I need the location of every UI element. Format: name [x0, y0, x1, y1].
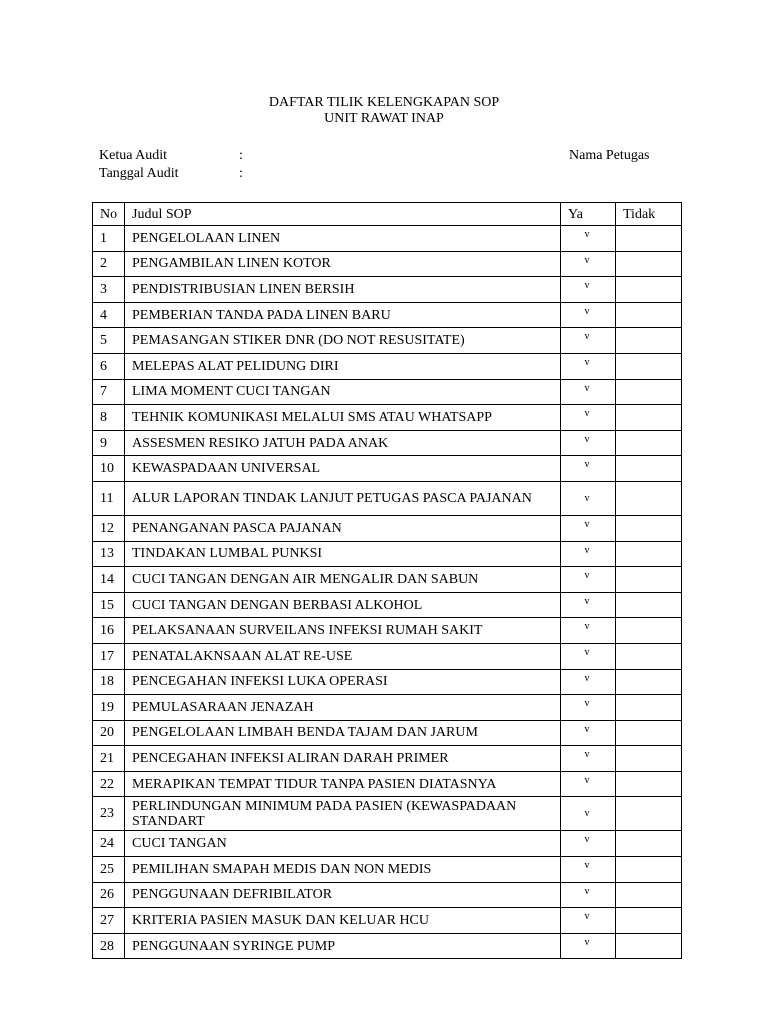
row-ya-check: v	[561, 515, 616, 541]
row-ya-check: v	[561, 746, 616, 772]
table-row	[93, 515, 682, 541]
row-judul-sop: PENCEGAHAN INFEKSI ALIRAN DARAH PRIMER	[125, 746, 561, 772]
nama-petugas-label: Nama Petugas	[569, 148, 650, 163]
row-number: 8	[93, 405, 125, 431]
sop-table-body	[93, 203, 682, 959]
row-ya-check: v	[561, 328, 616, 354]
table-row	[93, 933, 682, 959]
row-judul-sop: ALUR LAPORAN TINDAK LANJUT PETUGAS PASCA PAJANAN	[125, 481, 561, 515]
row-number: 28	[93, 933, 125, 959]
row-number: 27	[93, 908, 125, 934]
table-row	[93, 618, 682, 644]
row-judul-sop: CUCI TANGAN	[125, 831, 561, 857]
row-tidak-check	[616, 277, 682, 303]
row-number: 25	[93, 857, 125, 883]
row-tidak-check	[616, 353, 682, 379]
tanggal-audit-label: Tanggal Audit	[99, 166, 179, 181]
row-tidak-check	[616, 771, 682, 797]
table-row	[93, 643, 682, 669]
header-judul-sop: Judul SOP	[125, 203, 561, 226]
table-row	[93, 746, 682, 772]
row-judul-sop: PENATALAKNSAAN ALAT RE-USE	[125, 643, 561, 669]
table-row	[93, 695, 682, 721]
row-ya-check: v	[561, 908, 616, 934]
row-ya-check: v	[561, 277, 616, 303]
table-row	[93, 831, 682, 857]
row-tidak-check	[616, 797, 682, 831]
row-number: 5	[93, 328, 125, 354]
row-judul-sop: PEMILIHAN SMAPAH MEDIS DAN NON MEDIS	[125, 857, 561, 883]
table-row	[93, 908, 682, 934]
table-row	[93, 430, 682, 456]
row-tidak-check	[616, 481, 682, 515]
table-row	[93, 226, 682, 252]
table-row	[93, 592, 682, 618]
row-judul-sop: CUCI TANGAN DENGAN AIR MENGALIR DAN SABUN	[125, 567, 561, 593]
ketua-audit-label: Ketua Audit	[99, 148, 168, 163]
row-ya-check: v	[561, 831, 616, 857]
row-ya-check: v	[561, 643, 616, 669]
row-judul-sop: TEHNIK KOMUNIKASI MELALUI SMS ATAU WHATSAPP	[125, 405, 561, 431]
row-tidak-check	[616, 643, 682, 669]
row-number: 2	[93, 251, 125, 277]
row-judul-sop: PENCEGAHAN INFEKSI LUKA OPERASI	[125, 669, 561, 695]
row-judul-sop: ASSESMEN RESIKO JATUH PADA ANAK	[125, 430, 561, 456]
row-tidak-check	[616, 669, 682, 695]
row-ya-check: v	[561, 720, 616, 746]
table-row	[93, 882, 682, 908]
row-number: 6	[93, 353, 125, 379]
row-tidak-check	[616, 882, 682, 908]
table-row	[93, 302, 682, 328]
table-row	[93, 328, 682, 354]
row-tidak-check	[616, 746, 682, 772]
row-number: 20	[93, 720, 125, 746]
row-ya-check: v	[561, 857, 616, 883]
row-number: 14	[93, 567, 125, 593]
row-tidak-check	[616, 226, 682, 252]
table-row	[93, 567, 682, 593]
row-judul-sop: MERAPIKAN TEMPAT TIDUR TANPA PASIEN DIATASNYA	[125, 771, 561, 797]
row-judul-sop: TINDAKAN LUMBAL PUNKSI	[125, 541, 561, 567]
row-tidak-check	[616, 695, 682, 721]
table-row	[93, 277, 682, 303]
row-number: 1	[93, 226, 125, 252]
row-number: 16	[93, 618, 125, 644]
row-number: 12	[93, 515, 125, 541]
row-number: 26	[93, 882, 125, 908]
row-tidak-check	[616, 567, 682, 593]
table-row	[93, 541, 682, 567]
header-tidak: Tidak	[616, 203, 682, 226]
row-ya-check: v	[561, 302, 616, 328]
row-judul-sop: PEMULASARAAN JENAZAH	[125, 695, 561, 721]
row-number: 13	[93, 541, 125, 567]
row-number: 4	[93, 302, 125, 328]
row-tidak-check	[616, 618, 682, 644]
table-row	[93, 481, 682, 515]
row-judul-sop: PENDISTRIBUSIAN LINEN BERSIH	[125, 277, 561, 303]
row-number: 11	[93, 481, 125, 515]
row-number: 10	[93, 456, 125, 482]
row-number: 15	[93, 592, 125, 618]
row-ya-check: v	[561, 251, 616, 277]
row-number: 17	[93, 643, 125, 669]
row-ya-check: v	[561, 353, 616, 379]
row-ya-check: v	[561, 695, 616, 721]
row-judul-sop: LIMA MOMENT CUCI TANGAN	[125, 379, 561, 405]
row-tidak-check	[616, 456, 682, 482]
row-tidak-check	[616, 430, 682, 456]
row-ya-check: v	[561, 430, 616, 456]
table-row	[93, 379, 682, 405]
row-tidak-check	[616, 541, 682, 567]
row-number: 21	[93, 746, 125, 772]
row-ya-check: v	[561, 567, 616, 593]
document-title: DAFTAR TILIK KELENGKAPAN SOP	[268, 95, 500, 110]
row-number: 7	[93, 379, 125, 405]
row-number: 9	[93, 430, 125, 456]
row-judul-sop: PENGGUNAAN DEFRIBILATOR	[125, 882, 561, 908]
row-ya-check: v	[561, 379, 616, 405]
row-tidak-check	[616, 592, 682, 618]
header-no: No	[93, 203, 125, 226]
table-row	[93, 456, 682, 482]
row-number: 19	[93, 695, 125, 721]
row-number: 23	[93, 797, 125, 831]
header-ya: Ya	[561, 203, 616, 226]
table-header-row	[93, 203, 682, 226]
row-tidak-check	[616, 720, 682, 746]
row-ya-check: v	[561, 592, 616, 618]
row-judul-sop: PERLINDUNGAN MINIMUM PADA PASIEN (KEWASPADAAN STANDART	[125, 797, 561, 831]
table-row	[93, 771, 682, 797]
row-tidak-check	[616, 933, 682, 959]
table-row	[93, 251, 682, 277]
row-ya-check: v	[561, 481, 616, 515]
row-tidak-check	[616, 379, 682, 405]
row-tidak-check	[616, 908, 682, 934]
table-row	[93, 857, 682, 883]
row-judul-sop: PENGAMBILAN LINEN KOTOR	[125, 251, 561, 277]
row-ya-check: v	[561, 771, 616, 797]
row-tidak-check	[616, 328, 682, 354]
row-judul-sop: PENANGANAN PASCA PAJANAN	[125, 515, 561, 541]
row-ya-check: v	[561, 933, 616, 959]
table-row	[93, 669, 682, 695]
row-ya-check: v	[561, 456, 616, 482]
row-judul-sop: PENGGUNAAN SYRINGE PUMP	[125, 933, 561, 959]
row-tidak-check	[616, 302, 682, 328]
table-row	[93, 353, 682, 379]
row-tidak-check	[616, 857, 682, 883]
tanggal-audit-colon: :	[239, 166, 243, 181]
row-judul-sop: PEMASANGAN STIKER DNR (DO NOT RESUSITATE)	[125, 328, 561, 354]
row-ya-check: v	[561, 405, 616, 431]
row-judul-sop: KRITERIA PASIEN MASUK DAN KELUAR HCU	[125, 908, 561, 934]
row-judul-sop: PELAKSANAAN SURVEILANS INFEKSI RUMAH SAKIT	[125, 618, 561, 644]
table-row	[93, 720, 682, 746]
row-number: 24	[93, 831, 125, 857]
row-number: 18	[93, 669, 125, 695]
row-number: 3	[93, 277, 125, 303]
row-judul-sop: CUCI TANGAN DENGAN BERBASI ALKOHOL	[125, 592, 561, 618]
row-tidak-check	[616, 831, 682, 857]
row-judul-sop: PEMBERIAN TANDA PADA LINEN BARU	[125, 302, 561, 328]
table-row	[93, 405, 682, 431]
row-tidak-check	[616, 515, 682, 541]
ketua-audit-colon: :	[239, 148, 243, 163]
row-ya-check: v	[561, 226, 616, 252]
row-tidak-check	[616, 405, 682, 431]
row-judul-sop: PENGELOLAAN LIMBAH BENDA TAJAM DAN JARUM	[125, 720, 561, 746]
row-ya-check: v	[561, 797, 616, 831]
row-ya-check: v	[561, 669, 616, 695]
row-judul-sop: KEWASPADAAN UNIVERSAL	[125, 456, 561, 482]
row-tidak-check	[616, 251, 682, 277]
sop-checklist-table	[92, 202, 682, 959]
document-subtitle: UNIT RAWAT INAP	[324, 111, 444, 126]
row-ya-check: v	[561, 882, 616, 908]
row-ya-check: v	[561, 618, 616, 644]
row-ya-check: v	[561, 541, 616, 567]
row-judul-sop: PENGELOLAAN LINEN	[125, 226, 561, 252]
table-row	[93, 797, 682, 831]
row-number: 22	[93, 771, 125, 797]
row-judul-sop: MELEPAS ALAT PELIDUNG DIRI	[125, 353, 561, 379]
